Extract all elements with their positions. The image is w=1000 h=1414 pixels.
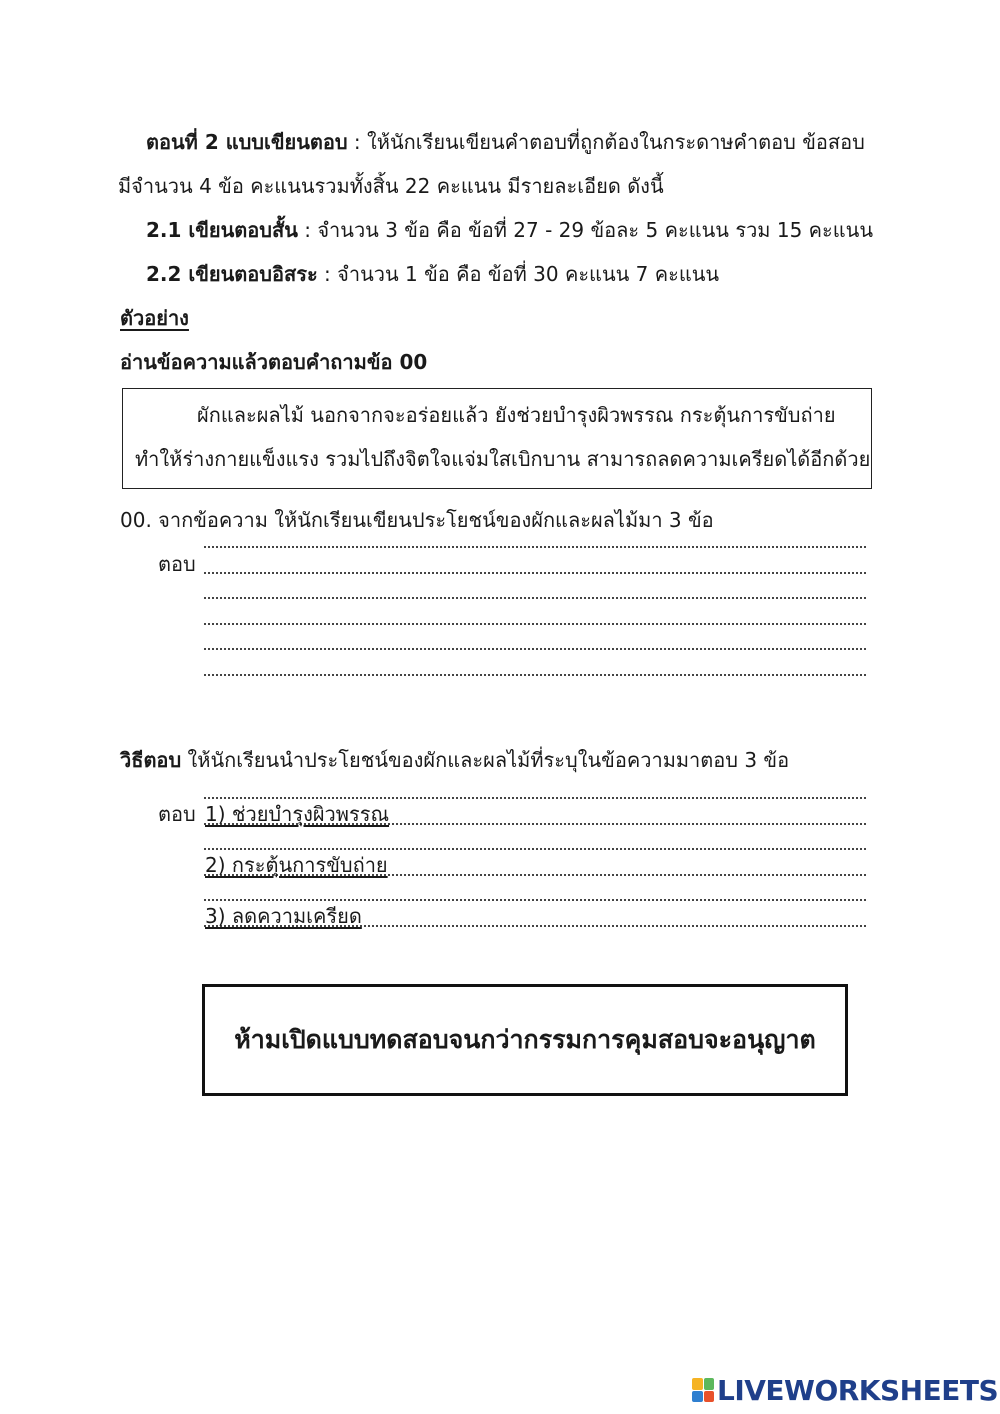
part-2-2 xyxy=(146,260,719,288)
passage-box xyxy=(122,388,872,489)
answer-line-4[interactable] xyxy=(204,623,866,625)
sample-line-1 xyxy=(204,797,866,799)
answer-line-1[interactable] xyxy=(204,546,866,548)
sample-line-5 xyxy=(204,899,866,901)
sample-answer-label: ตอบ xyxy=(158,802,196,826)
passage-line-1: ผักและผลไม้ นอกจากจะอร่อยแล้ว ยังช่วยบำรุงผิวพรรณ กระตุ้นการขับถ่าย xyxy=(197,403,836,427)
method-description: ให้นักเรียนนำประโยชน์ของผักและผลไม้ที่ระบุในข้อความมาตอบ 3 ข้อ xyxy=(181,748,790,772)
sample-answer-1: 1) ช่วยบำรุงผิวพรรณ xyxy=(205,802,390,826)
part-2-1-title: 2.1 เขียนตอบสั้น xyxy=(146,218,298,242)
method-title: วิธีตอบ xyxy=(120,748,182,772)
section-description: : ให้นักเรียนเขียนคำตอบที่ถูกต้องในกระดาษคำตอบ ข้อสอบ xyxy=(347,130,865,154)
method-instruction xyxy=(120,746,789,774)
question-text: 00. จากข้อความ ให้นักเรียนเขียนประโยชน์ของผักและผลไม้มา 3 ข้อ xyxy=(120,508,714,532)
warning-text: ห้ามเปิดแบบทดสอบจนกว่ากรรมการคุมสอบจะอนุญาต xyxy=(234,1025,816,1054)
answer-label: ตอบ xyxy=(158,552,196,576)
answer-line-2[interactable] xyxy=(204,572,866,574)
sample-answer-2: 2) กระตุ้นการขับถ่าย xyxy=(205,853,388,877)
section-heading xyxy=(146,128,865,156)
liveworksheets-logo xyxy=(692,1372,998,1408)
example-label: ตัวอย่าง xyxy=(120,306,189,330)
answer-line-6[interactable] xyxy=(204,674,866,676)
passage-line-2: ทำให้ร่างกายแข็งแรง รวมไปถึงจิตใจแจ่มใสเบิกบาน สามารถลดความเครียดได้อีกด้วย xyxy=(135,447,871,471)
liveworksheets-logo-text: LIVEWORKSHEETS xyxy=(717,1373,999,1407)
part-2-1 xyxy=(146,216,873,244)
part-2-2-title: 2.2 เขียนตอบอิสระ xyxy=(146,262,318,286)
section-description-line2: มีจำนวน 4 ข้อ คะแนนรวมทั้งสิ้น 22 คะแนน มีรายละเอียด ดังนี้ xyxy=(118,174,664,198)
answer-line-5[interactable] xyxy=(204,648,866,650)
sample-answer-3: 3) ลดความเครียด xyxy=(205,904,362,928)
sample-line-3 xyxy=(204,848,866,850)
warning-box xyxy=(202,984,848,1096)
example-instruction: อ่านข้อความแล้วตอบคำถามข้อ 00 xyxy=(120,350,428,374)
liveworksheets-logo-icon xyxy=(692,1378,714,1402)
section-title: ตอนที่ 2 แบบเขียนตอบ xyxy=(146,130,348,154)
part-2-1-description: : จำนวน 3 ข้อ คือ ข้อที่ 27 - 29 ข้อละ 5 คะแนน รวม 15 คะแนน xyxy=(297,218,874,242)
answer-line-3[interactable] xyxy=(204,597,866,599)
part-2-2-description: : จำนวน 1 ข้อ คือ ข้อที่ 30 คะแนน 7 คะแนน xyxy=(317,262,720,286)
